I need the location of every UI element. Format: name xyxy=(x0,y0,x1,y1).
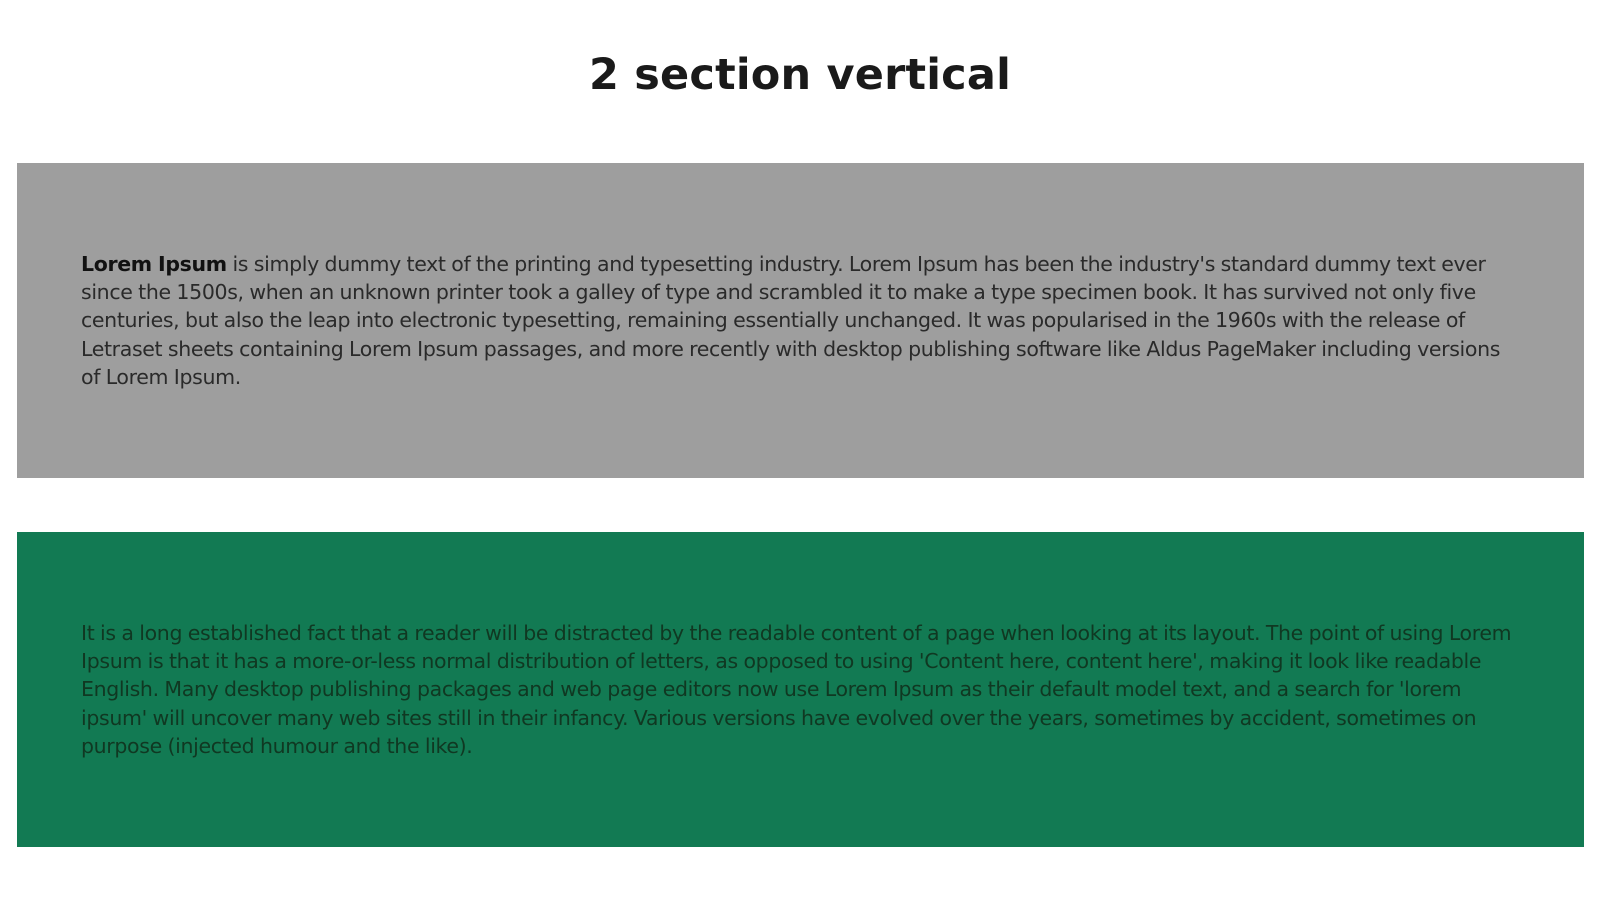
section-top-text xyxy=(81,250,1520,391)
section-top-bold-lead: Lorem Ipsum xyxy=(81,251,227,276)
page-title: 2 section vertical xyxy=(588,50,1012,100)
section-top-body: is simply dummy text of the printing and typesetting industry. Lorem Ipsum has been the industry's standard dummy text ever since the 1500s, when an unknown printer took a galley of type and scrambled it to make a type specimen book. It has survived not only five centuries, but also the leap into electronic typesetting, remaining essentially unchanged. It was popularised in the 1960s with the release of Letraset sheets containing Lorem Ipsum passages, and more recently with desktop publishing software like Aldus PageMaker including versions of Lorem Ipsum. xyxy=(81,251,1501,389)
section-bottom xyxy=(17,532,1584,847)
section-bottom-text: It is a long established fact that a reader will be distracted by the readable content of a page when looking at its layout. The point of using Lorem Ipsum is that it has a more-or-less normal distribution of letters, as opposed to using 'Content here, content here', making it look like readable English. Many desktop publishing packages and web page editors now use Lorem Ipsum as their default model text, and a search for 'lorem ipsum' will uncover many web sites still in their infancy. Various versions have evolved over the years, sometimes by accident, sometimes on purpose (injected humour and the like). xyxy=(81,620,1512,758)
section-top xyxy=(17,163,1584,478)
